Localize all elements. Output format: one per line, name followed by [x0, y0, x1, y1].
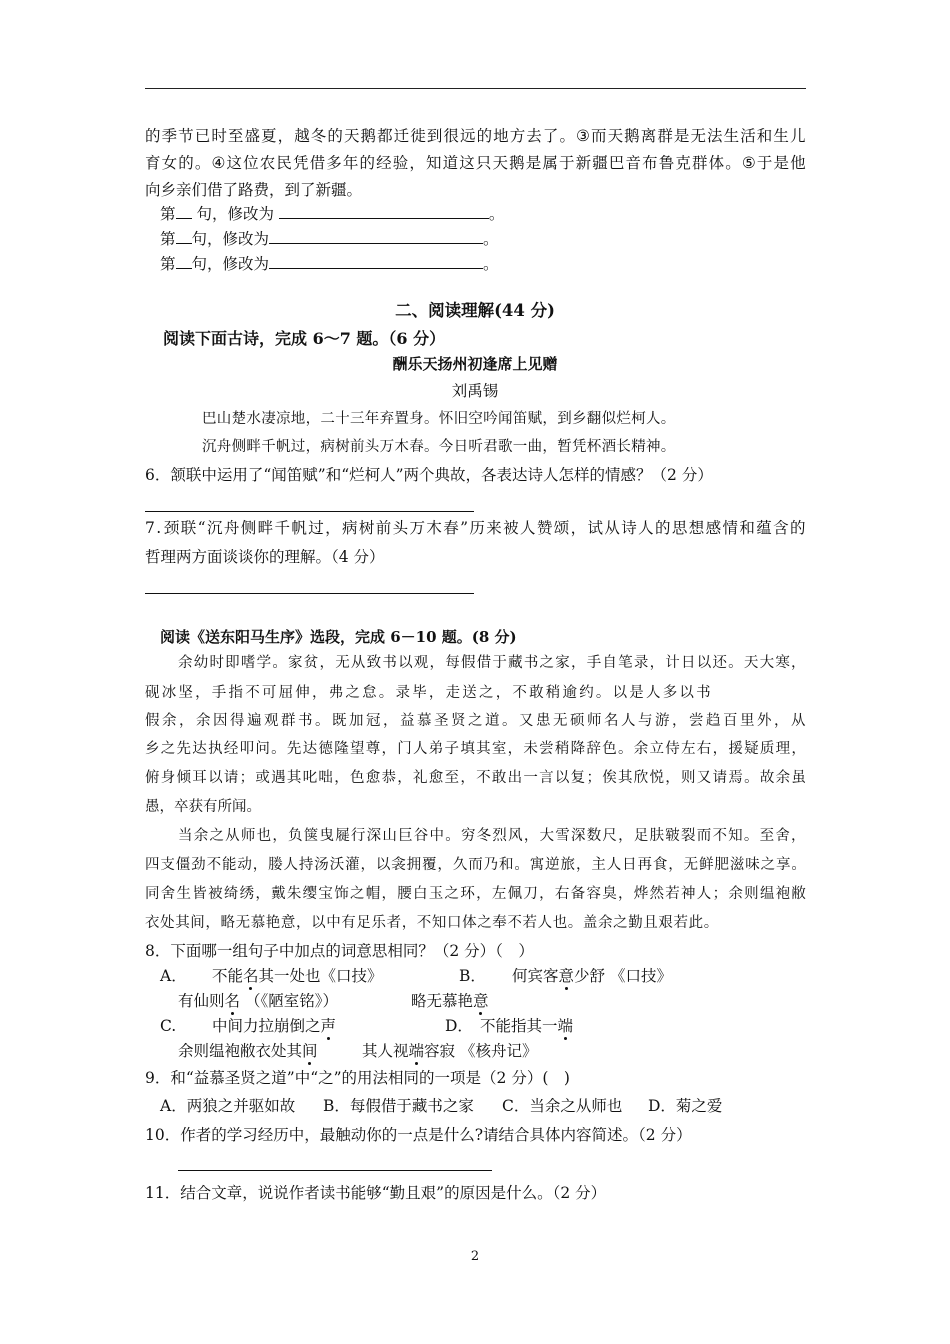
passage-line: 砚冰坚，手指不可屈伸，弗之怠。录毕，走送之，不敢稍逾约。以是人多以书 [145, 685, 713, 701]
fix-end: 。 [483, 230, 499, 248]
fix-prefix: 第 [160, 205, 176, 223]
poem-line: 沉舟侧畔千帆过，病树前头万木春。今日听君歌一曲，暂凭杯酒长精神。 [202, 439, 676, 455]
answer-line-q6[interactable] [145, 511, 474, 512]
question-7-cont: 哲理两方面谈谈你的理解。（4 分） [145, 548, 385, 566]
passage-line: 乡 之 先 达 执 经 叩 问 。 先 达 德 隆 望 尊 ， 门 人 弟 子 填 其 室 ， 未 尝 稍 降 辞 色 。 余 立 侍 左 右 ， 援 疑 质 理 ， [145, 741, 806, 757]
fix-prefix: 第 [160, 255, 176, 273]
fix-end: 。 [483, 255, 499, 273]
emphasis-dot-word: 名 [224, 992, 241, 1010]
emphasis-dot-word: 名 [243, 967, 259, 985]
q9-option-c: C．当余之从师也 [502, 1097, 623, 1115]
emphasis-dot-word: 端 [557, 1017, 574, 1035]
option-d-line2: 其人视端容寂 《核舟记》 [362, 1042, 538, 1060]
fix-end: 。 [488, 205, 505, 223]
question-6: 6．颔联中运用了“闻笛赋”和“烂柯人”两个典故，各表达诗人怎样的情感？（2 分） [145, 466, 713, 484]
revision-blank[interactable] [269, 253, 483, 269]
emphasis-dot-word: 意 [558, 967, 575, 985]
option-d-label: D． [445, 1017, 473, 1035]
fix-mid: 句，修改为 [191, 205, 279, 223]
q9-option-d: D．菊之爱 [648, 1097, 723, 1115]
option-c-line1: 中间力拉崩倒之声 [212, 1017, 337, 1035]
section-title: 二、阅读理解(44 分) [395, 301, 555, 320]
passage-line: 向乡亲们借了路费，到了新疆。 [145, 181, 363, 199]
poem-instruction: 阅读下面古诗，完成 6～7 题。（6 分） [163, 329, 446, 348]
question-10: 10．作者的学习经历中，最触动你的一点是什么?请结合具体内容简述。（2 分） [145, 1126, 692, 1144]
sentence-number-blank[interactable] [176, 228, 192, 244]
answer-line-q7[interactable] [145, 593, 474, 594]
fix-prefix: 第 [160, 230, 176, 248]
poem-title: 酬乐天扬州初逢席上见赠 [392, 355, 558, 373]
option-a-line1: 不能名其一处也《口技》 [212, 967, 383, 985]
q9-option-a: A．两狼之并驱如故 [160, 1097, 296, 1115]
question-7: 7 . 颈 联 “ 沉 舟 侧 畔 千 帆 过 ， 病 树 前 头 万 木 春 ” 历 来 被 人 赞 颂 ， 试 从 诗 人 的 思 想 感 情 和 蕴 含 的 [145, 519, 806, 537]
q9-option-b: B．每假借于藏书之家 [323, 1097, 474, 1115]
revision-answer-line-2 [160, 228, 499, 249]
passage-line: 愚，卒获有所闻。 [145, 799, 261, 815]
sentence-number-blank[interactable] [176, 203, 192, 219]
emphasis-dot-word: 间 [302, 1042, 318, 1060]
option-b-line2: 略无慕艳意 [411, 992, 489, 1010]
option-d-line1: 不能指其一端 [480, 1017, 574, 1035]
revision-blank[interactable] [269, 228, 483, 244]
emphasis-dot-word: 声 [320, 1017, 337, 1035]
passage-instruction: 阅读《送东阳马生序》选段，完成 6－10 题。(8 分) [160, 628, 517, 646]
page-number: 2 [470, 1249, 480, 1264]
question-8: 8．下面哪一组句子中加点的词意思相同？（2 分）（ ） [145, 942, 534, 960]
option-b-line1: 何宾客意少舒 《口技》 [512, 967, 672, 985]
passage-line: 衣处其间，略无慕艳意，以中有足乐者，不知口体之奉不若人也。盖余之勤且艰若此。 [145, 915, 719, 931]
option-a-label: A． [160, 967, 187, 985]
passage-line: 余 幼 时 即 嗜 学 。 家 贫 ， 无 从 致 书 以 观 ， 每 假 借 于 藏 书 之 家 ， 手 自 笔 录 ， 计 日 以 还 。 天 大 寒 ， [178, 655, 806, 671]
poem-line: 巴山楚水凄凉地，二十三年弃置身。怀旧空吟闻笛赋，到乡翻似烂柯人。 [202, 411, 676, 427]
option-a-line2: 有仙则名 （《陋室铭》） [178, 992, 338, 1010]
fix-mid: 句，修改为 [191, 230, 270, 248]
passage-line: 当 余 之 从 师 也 ， 负 箧 曳 屣 行 深 山 巨 谷 中 。 穷 冬 烈 风 ， 大 雪 深 数 尺 ， 足 肤 皲 裂 而 不 知 。 至 舍 ， [178, 828, 806, 844]
revision-answer-line-3 [160, 253, 499, 274]
passage-line: 的 季 节 已 时 至 盛 夏 ， 越 冬 的 天 鹅 都 迁 徙 到 很 远 的 地 方 去 了 。 ③ 而 天 鹅 离 群 是 无 法 生 活 和 生 儿 [145, 127, 806, 145]
passage-line: 四 支 僵 劲 不 能 动 ， 媵 人 持 汤 沃 灌 ， 以 衾 拥 覆 ， 久 而 乃 和 。 寓 逆 旅 ， 主 人 日 再 食 ， 无 鲜 肥 滋 味 之 享 。 [145, 857, 806, 873]
option-c-label: C. [160, 1017, 177, 1035]
option-b-label: B． [459, 967, 486, 985]
passage-line: 俯 身 倾 耳 以 请 ； 或 遇 其 叱 咄 ， 色 愈 恭 ， 礼 愈 至 ， 不 敢 出 一 言 以 复 ； 俟 其 欣 悦 ， 则 又 请 焉 。 故 余 虽 [145, 770, 806, 786]
header-rule [145, 88, 806, 89]
poem-author: 刘禹锡 [451, 382, 499, 400]
revision-answer-line-1 [160, 203, 504, 224]
option-c-line2: 余则缊袍敝衣处其间 [178, 1042, 318, 1060]
emphasis-dot-word: 端 [408, 1042, 425, 1060]
passage-line: 假 余 ， 余 因 得 遍 观 群 书 。 既 加 冠 ， 益 慕 圣 贤 之 道 。 又 患 无 硕 师 名 人 与 游 ， 尝 趋 百 里 外 ， 从 [145, 713, 806, 729]
answer-line-q10[interactable] [178, 1170, 492, 1171]
emphasis-dot-word: 意 [473, 992, 489, 1010]
question-11: 11．结合文章，说说作者读书能够“勤且艰”的原因是什么。（2 分） [145, 1184, 607, 1202]
question-9: 9．和“益慕圣贤之道”中“之”的用法相同的一项是（2 分）( ) [145, 1069, 570, 1087]
passage-line: 育 女 的 。 ④ 这 位 农 民 凭 借 多 年 的 经 验 ， 知 道 这 只 天 鹅 是 属 于 新 疆 巴 音 布 鲁 克 群 体 。 ⑤ 于 是 他 [145, 154, 806, 172]
sentence-number-blank[interactable] [176, 253, 192, 269]
revision-blank[interactable] [279, 203, 489, 219]
fix-mid: 句，修改为 [191, 255, 270, 273]
passage-line: 同 舍 生 皆 被 绮 绣 ， 戴 朱 缨 宝 饰 之 帽 ， 腰 白 玉 之 环 ， 左 佩 刀 ， 右 备 容 臭 ， 烨 然 若 神 人 ； 余 则 缊 袍 敝 [145, 886, 806, 902]
